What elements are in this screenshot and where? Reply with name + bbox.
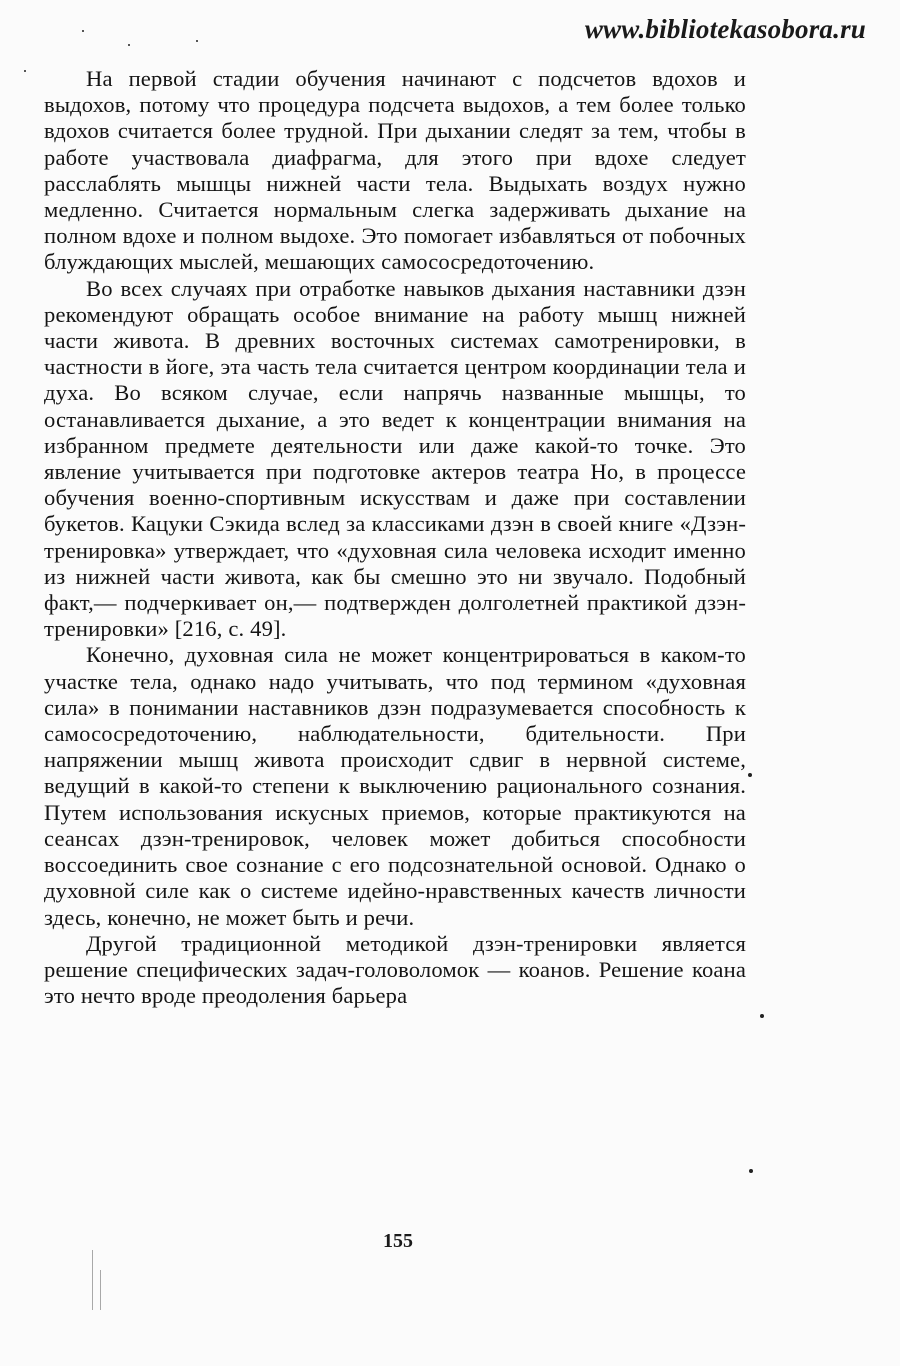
scan-speck: [24, 70, 26, 72]
paragraph-spiritual-force: Конечно, духовная сила не может концентрироваться в каком-то участке тела, однако надо учитывать, что под термином «духовная сила» в понимании наставников дзэн подразумевается способность к самососредоточению, наблюдательности, бдительности. При напряжении мышц живота происходит сдвиг в нервной системе, ведущий в какой-то степени к выключению рационального сознания. Путем использования искусных приемов, которые практикуются на сеансах дзэн-тренировок, человек может добиться способности воссоединить свое сознание с его подсознательной основой. Однако о духовной силе как о системе идейно-нравственных качеств личности здесь, конечно, не может быть и речи.: [44, 642, 746, 930]
scan-speck: [128, 44, 130, 46]
paragraph-koans: Другой традиционной методикой дзэн-тренировки является решение специфических задач-головоломок — коанов. Решение коана это нечто вроде преодоления барьера: [44, 930, 746, 1009]
body-text: [44, 66, 746, 1009]
scan-scratch: [92, 1250, 93, 1310]
scan-speck: [196, 40, 198, 42]
scan-speck: [82, 30, 84, 32]
scan-speck: [748, 773, 752, 777]
scan-speck: [760, 1014, 764, 1018]
scan-scratch: [100, 1270, 101, 1310]
paragraph-abdominal-muscles: Во всех случаях при отработке навыков дыхания наставники дзэн рекомендуют обращать особое внимание на работу мышц нижней части живота. В древних восточных системах самотренировки, в частности в йоге, эта часть тела считается центром координации тела и духа. Во всяком случае, если напрячь названные мышцы, то останавливается дыхание, а это ведет к концентрации внимания на избранном предмете деятельности или даже какой-то точке. Это явление учитывается при подготовке актеров театра Но, в процессе обучения военно-спортивным искусствам и даже при составлении букетов. Кацуки Сэкида вслед за классиками дзэн в своей книге «Дзэн-тренировка» утверждает, что «духовная сила человека исходит именно из нижней части живота, как бы смешно это ни звучало. Подобный факт,— подчеркивает он,— подтвержден долголетней практикой дзэн-тренировки» [216, с. 49].: [44, 275, 746, 642]
site-watermark: www.bibliotekasobora.ru: [584, 14, 866, 44]
page-number: 155: [383, 1230, 413, 1252]
paragraph-breathing-stages: На первой стадии обучения начинают с подсчетов вдохов и выдохов, потому что процедура подсчета выдохов, а тем более только вдохов считается более трудной. При дыхании следят за тем, чтобы в работе участвовала диафрагма, для этого при вдохе следует расслаблять мышцы нижней части тела. Выдыхать воздух нужно медленно. Считается нормальным слегка задерживать дыхание на полном вдохе и полном выдохе. Это помогает избавляться от побочных блуждающих мыслей, мешающих самососредоточению.: [44, 66, 746, 275]
scan-speck: [749, 1169, 753, 1173]
